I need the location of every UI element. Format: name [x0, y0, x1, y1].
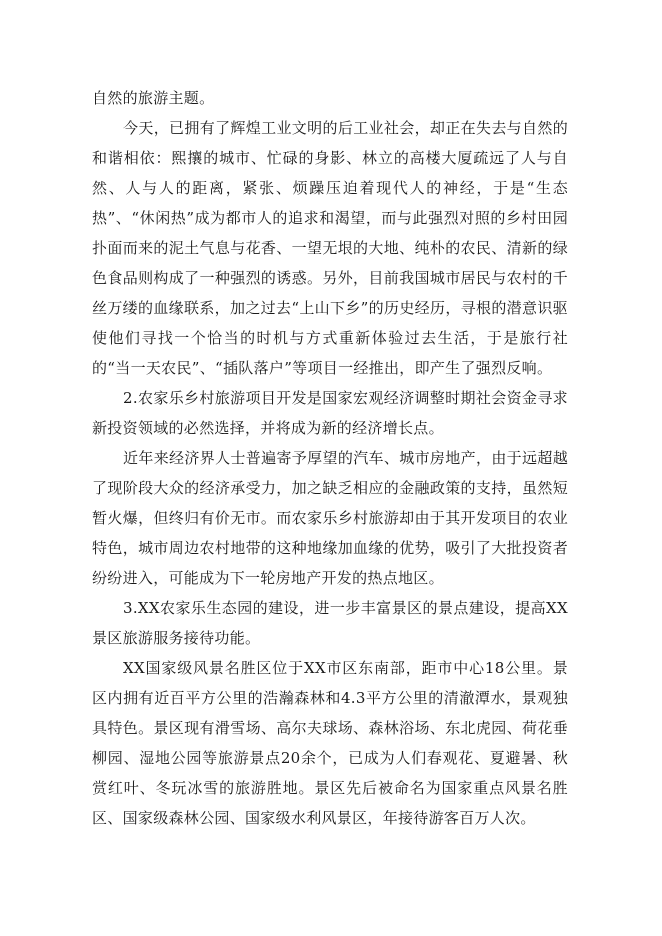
body-text [92, 83, 568, 833]
paragraph-1: 自然的旅游主题。 [92, 89, 215, 107]
paragraph-5-heading: 3.XX农家乐生态园的建设，进一步丰富景区的景点建设，提高XX景区旅游服务接待功能。 [92, 599, 568, 647]
paragraph-6: XX国家级风景名胜区位于XX市区东南部，距市中心18公里。景区内拥有近百平方公里的浩瀚森林和4.3平方公里的清澈潭水，景观独具特色。景区现有滑雪场、高尔夫球场、森林浴场、东北虎园、荷花垂柳园、湿地公园等旅游景点20余个，已成为人们春观花、夏避暑、秋赏红叶、冬玩冰雪的旅游胜地。景区先后被命名为国家重点风景名胜区、国家级森林公园、国家级水利风景区，年接待游客百万人次。 [92, 659, 568, 827]
paragraph-2: 今天，已拥有了辉煌工业文明的后工业社会，却正在失去与自然的和谐相依：熙攘的城市、忙碌的身影、林立的高楼大厦疏远了人与自然、人与人的距离，紧张、烦躁压迫着现代人的神经，于是“生态热”、“休闲热”成为都市人的追求和渴望，而与此强烈对照的乡村田园扑面而来的泥土气息与花香、一望无垠的大地、纯朴的农民、清新的绿色食品则构成了一种强烈的诱惑。另外，目前我国城市居民与农村的千丝万缕的血缘联系，加之过去“上山下乡”的历史经历，寻根的潜意识驱使他们寻找一个恰当的时机与方式重新体验过去生活，于是旅行社的“当一天农民”、“插队落户”等项目一经推出，即产生了强烈反响。 [92, 119, 568, 377]
paragraph-4: 近年来经济界人士普遍寄予厚望的汽车、城市房地产，由于远超越了现阶段大众的经济承受力，加之缺乏相应的金融政策的支持，虽然短暂火爆，但终归有价无市。而农家乐乡村旅游却由于其开发项目的农业特色，城市周边农村地带的这种地缘加血缘的优势，吸引了大批投资者纷纷进入，可能成为下一轮房地产开发的热点地区。 [92, 449, 568, 587]
paragraph-3-heading: 2.农家乐乡村旅游项目开发是国家宏观经济调整时期社会资金寻求新投资领域的必然选择，并将成为新的经济增长点。 [92, 389, 568, 437]
